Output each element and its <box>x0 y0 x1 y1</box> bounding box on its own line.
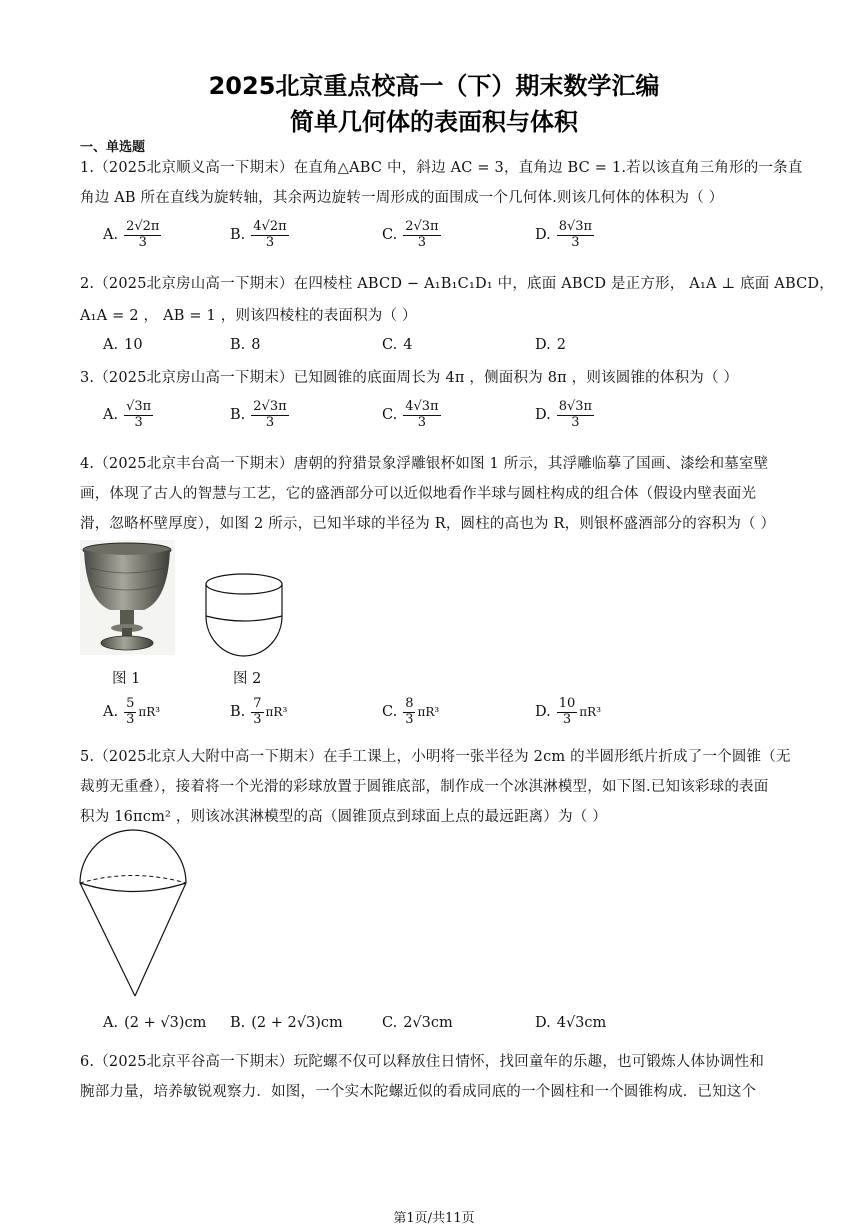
option-label: B. <box>230 1015 246 1031</box>
question-3-option-a <box>103 400 153 431</box>
numerator: √3π <box>126 399 152 414</box>
silver-cup-image <box>80 540 175 655</box>
question-5-line-1: 5.（2025北京人大附中高一下期末）在手工课上，小明将一张半径为 2cm 的半圆形纸片折成了一个圆锥（无 <box>80 749 791 765</box>
option-label: D. <box>535 227 551 244</box>
question-1-option-a <box>103 220 161 251</box>
option-text: (2 + 2√3)cm <box>251 1015 343 1031</box>
option-text: 4√3cm <box>556 1015 607 1031</box>
question-4-line-2: 画，体现了古人的智慧与工艺，它的盛酒部分可以近似地看作半球与圆柱构成的组合体（假设内壁表面光 <box>80 486 757 502</box>
question-4-option-b <box>230 697 287 728</box>
cylinder-hemisphere-figure <box>200 570 290 660</box>
option-label: D. <box>535 407 551 424</box>
question-3-line-1: 3.（2025北京房山高一下期末）已知圆锥的底面周长为 4π ，侧面积为 8π ，则该圆锥的体积为（ ） <box>80 370 739 386</box>
fraction <box>251 697 263 728</box>
denominator: 3 <box>265 414 275 430</box>
question-5-option-d <box>535 1015 606 1031</box>
question-2-option-d <box>535 337 566 353</box>
question-5-option-a <box>103 1015 206 1031</box>
option-text: 2 <box>556 337 566 353</box>
numerator: 2√3π <box>253 399 287 414</box>
question-5-option-b <box>230 1015 343 1031</box>
fraction <box>557 697 578 728</box>
option-label: C. <box>382 407 398 424</box>
denominator: 3 <box>253 711 262 727</box>
denominator: 3 <box>417 414 427 430</box>
question-1-line-1: 1.（2025北京顺义高一下期末）在直角△ABC 中，斜边 AC = 3，直角边 BC = 1.若以该直角三角形的一条直 <box>80 160 803 176</box>
question-6-line-2: 腕部力量，培养敏锐观察力．如图，一个实木陀螺近似的看成同底的一个圆柱和一个圆锥构成．已知这个 <box>80 1084 757 1100</box>
numerator: 8 <box>405 696 414 711</box>
question-4-line-3: 滑，忽略杯壁厚度），如图 2 所示，已知半球的半径为 R，圆柱的高也为 R，则银杯盛酒部分的容积为（ ） <box>80 516 776 532</box>
denominator: 3 <box>562 711 572 727</box>
numerator: 2√2π <box>126 219 160 234</box>
question-2-option-c <box>382 337 412 353</box>
fraction <box>557 220 594 251</box>
numerator: 8√3π <box>558 399 593 414</box>
denominator: 3 <box>571 234 580 250</box>
question-5-line-3: 积为 16πcm² ，则该冰淇淋模型的高（圆锥顶点到球面上点的最远距离）为（ ） <box>80 809 607 825</box>
question-6-line-1: 6.（2025北京平谷高一下期末）玩陀螺不仅可以释放住日情怀，找回童年的乐趣，也可锻炼人体协调性和 <box>80 1054 765 1070</box>
option-label: B. <box>230 704 246 721</box>
figure-2-caption: 图 2 <box>233 671 262 687</box>
denominator: 3 <box>405 711 414 727</box>
fraction <box>557 400 594 431</box>
question-2-option-a <box>103 337 143 353</box>
option-label: C. <box>382 227 398 244</box>
option-label: B. <box>230 337 246 353</box>
option-label: B. <box>230 407 246 424</box>
question-1-line-2: 角边 AB 所在直线为旋转轴，其余两边旋转一周形成的面围成一个几何体.则该几何体的体积为（ ） <box>80 190 724 206</box>
question-2-line-2: A₁A = 2 ， AB = 1 ，则该四棱柱的表面积为（ ） <box>80 308 417 324</box>
option-label: D. <box>535 1015 551 1031</box>
denominator: 3 <box>417 234 427 250</box>
option-text: 2√3cm <box>403 1015 453 1031</box>
denominator: 3 <box>134 414 143 430</box>
fraction <box>403 220 440 251</box>
fraction <box>403 697 415 728</box>
question-4-option-d <box>535 697 601 728</box>
ice-cream-model-figure <box>78 828 188 1000</box>
numerator: 5 <box>126 696 135 711</box>
numerator: 7 <box>253 696 262 711</box>
option-text: 4 <box>403 337 413 353</box>
option-label: A. <box>103 227 119 244</box>
option-text: (2 + √3)cm <box>124 1015 207 1031</box>
question-2-option-b <box>230 337 261 353</box>
fraction <box>124 697 136 728</box>
option-label: C. <box>382 704 398 721</box>
option-label: A. <box>103 704 119 721</box>
question-5-line-2: 裁剪无重叠），接着将一个光滑的彩球放置于圆锥底部，制作成一个冰淇淋模型，如下图.已知该彩球的表面 <box>80 779 769 795</box>
denominator: 3 <box>138 234 147 250</box>
question-3-option-c <box>382 400 441 431</box>
question-4-option-c <box>382 697 439 728</box>
numerator: 4√3π <box>405 399 439 414</box>
fraction <box>403 400 440 431</box>
option-tail: πR³ <box>417 705 440 720</box>
option-label: D. <box>535 337 551 353</box>
numerator: 4√2π <box>253 219 287 234</box>
question-3-option-b <box>230 400 289 431</box>
fraction <box>124 220 161 251</box>
section-heading: 一、单选题 <box>80 140 146 155</box>
option-text: 8 <box>251 337 261 353</box>
denominator: 3 <box>571 414 580 430</box>
option-label: A. <box>103 1015 119 1031</box>
question-3-option-d <box>535 400 594 431</box>
option-tail: πR³ <box>138 705 161 720</box>
question-4-option-a <box>103 697 160 728</box>
option-label: D. <box>535 704 551 721</box>
numerator: 2√3π <box>405 219 439 234</box>
option-text: 10 <box>124 337 143 353</box>
denominator: 3 <box>265 234 275 250</box>
option-label: A. <box>103 407 119 424</box>
option-tail: πR³ <box>265 705 288 720</box>
fraction <box>124 400 153 431</box>
question-1-option-b <box>230 220 289 251</box>
figure-1-caption: 图 1 <box>112 671 141 687</box>
question-1-option-c <box>382 220 441 251</box>
question-1-option-d <box>535 220 594 251</box>
option-tail: πR³ <box>579 705 601 720</box>
fraction <box>251 220 288 251</box>
question-5-option-c <box>382 1015 453 1031</box>
denominator: 3 <box>126 711 135 727</box>
page-footer: 第1页/共11页 <box>393 1211 475 1226</box>
option-label: C. <box>382 337 398 353</box>
option-label: C. <box>382 1015 398 1031</box>
fraction <box>251 400 288 431</box>
numerator: 8√3π <box>558 219 593 234</box>
document-title: 2025北京重点校高一（下）期末数学汇编 <box>208 72 660 100</box>
document-subtitle: 简单几何体的表面积与体积 <box>290 108 578 136</box>
question-4-line-1: 4.（2025北京丰台高一下期末）唐朝的狩猎景象浮雕银杯如图 1 所示，其浮雕临摹了国画、漆绘和墓室壁 <box>80 456 769 472</box>
numerator: 10 <box>558 696 576 711</box>
option-label: A. <box>103 337 119 353</box>
question-2-line-1: 2.（2025北京房山高一下期末）在四棱柱 ABCD − A₁B₁C₁D₁ 中，底面 ABCD 是正方形， A₁A ⊥ 底面 ABCD， <box>80 276 834 292</box>
option-label: B. <box>230 227 246 244</box>
